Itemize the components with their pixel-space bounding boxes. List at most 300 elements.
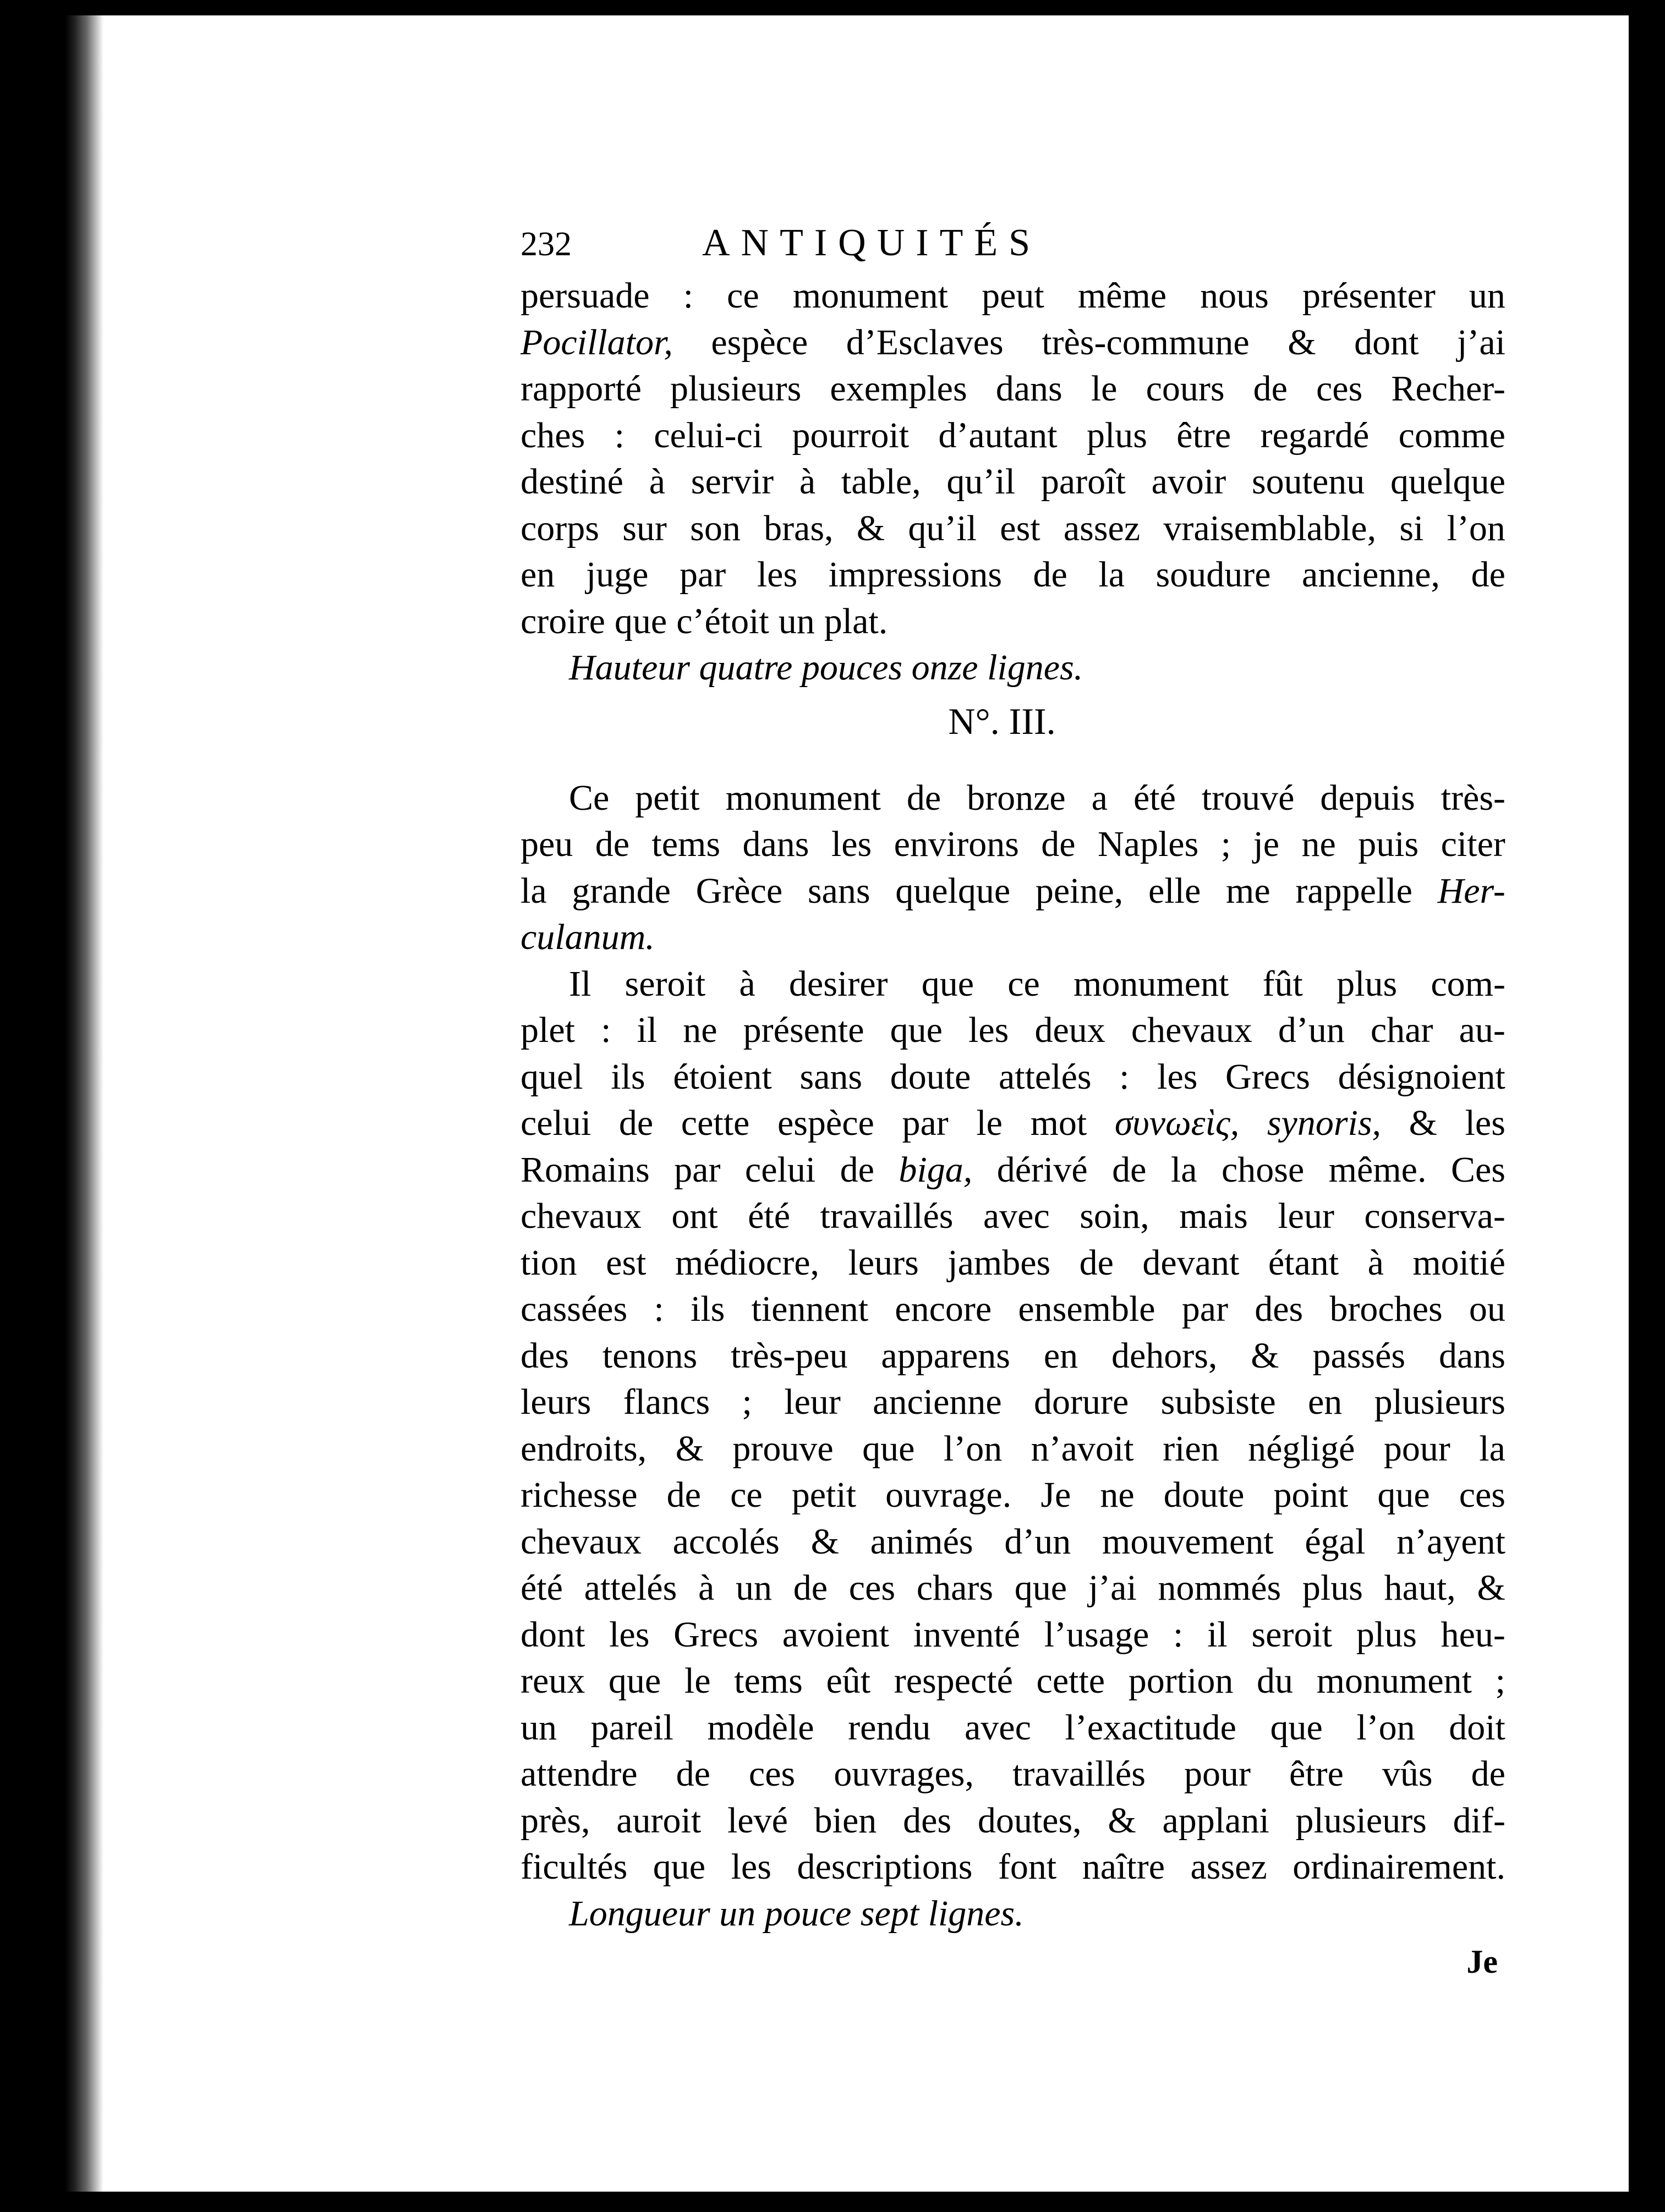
word: étoient bbox=[673, 1056, 772, 1097]
word: doit bbox=[1449, 1707, 1505, 1748]
word: de bbox=[666, 1475, 701, 1515]
word: doute bbox=[890, 1056, 971, 1097]
word: des bbox=[903, 1800, 952, 1841]
word: biga, bbox=[899, 1149, 973, 1190]
word: table, bbox=[841, 462, 921, 502]
word: par bbox=[902, 1103, 949, 1143]
word: assez bbox=[1190, 1847, 1267, 1887]
word: plus bbox=[1302, 1568, 1363, 1608]
word: présenter bbox=[1302, 276, 1436, 316]
word: : bbox=[1119, 1056, 1130, 1097]
text-line bbox=[521, 506, 1505, 552]
word: les bbox=[1465, 1103, 1505, 1143]
word: & bbox=[1108, 1800, 1136, 1841]
word: travaillés bbox=[1012, 1754, 1146, 1794]
word: ne bbox=[1100, 1475, 1135, 1515]
word: & bbox=[1477, 1568, 1505, 1608]
word: un bbox=[778, 601, 815, 641]
word: Je bbox=[1040, 1475, 1071, 1515]
section-heading: N°. III. bbox=[948, 700, 1056, 742]
word: : bbox=[1173, 1614, 1184, 1655]
word: à bbox=[799, 462, 816, 502]
word: plusieurs bbox=[1374, 1382, 1505, 1422]
text-line bbox=[521, 821, 1505, 868]
word: présente bbox=[743, 1010, 864, 1050]
word: peu bbox=[521, 824, 573, 864]
word: les bbox=[731, 1847, 771, 1887]
word: que bbox=[921, 963, 974, 1004]
word: tiennent bbox=[751, 1289, 869, 1329]
word: par bbox=[1181, 1289, 1229, 1329]
word: la bbox=[1479, 1428, 1505, 1469]
word: que bbox=[862, 1428, 915, 1469]
height-measurement: Hauteur quatre pouces onze lignes. bbox=[569, 647, 1083, 688]
word: mais bbox=[1179, 1196, 1248, 1236]
word: rien bbox=[1163, 1428, 1219, 1469]
word: petit bbox=[791, 1475, 857, 1515]
word: & bbox=[1288, 322, 1316, 363]
word: soutenu bbox=[1251, 462, 1365, 502]
word: synoris, bbox=[1267, 1103, 1382, 1143]
word: ont bbox=[671, 1196, 718, 1236]
word: bras, bbox=[764, 508, 834, 548]
word: apparens bbox=[881, 1335, 1010, 1376]
text-line bbox=[521, 459, 1505, 506]
word: persuade bbox=[521, 276, 650, 316]
length-measurement: Longueur un pouce sept lignes. bbox=[569, 1893, 1024, 1934]
word: comme bbox=[1398, 415, 1505, 455]
word: dorure bbox=[1034, 1382, 1129, 1422]
text-line bbox=[521, 1147, 1505, 1194]
word: sans bbox=[799, 1056, 863, 1097]
word: quel bbox=[521, 1056, 583, 1097]
word: même bbox=[1077, 276, 1167, 316]
word: seroit bbox=[625, 963, 706, 1004]
word: ils bbox=[690, 1289, 725, 1329]
word: la bbox=[1170, 1149, 1197, 1190]
text-line bbox=[521, 1472, 1505, 1519]
word: passés bbox=[1312, 1335, 1406, 1376]
word: à bbox=[649, 462, 666, 502]
word: trouvé bbox=[1201, 777, 1295, 818]
word: naître bbox=[1082, 1847, 1165, 1887]
word: avec bbox=[964, 1707, 1031, 1748]
text-line bbox=[521, 1705, 1505, 1752]
word: vûs bbox=[1382, 1754, 1433, 1794]
word: environs bbox=[894, 824, 1019, 864]
word: pareil bbox=[590, 1707, 673, 1748]
word: ces bbox=[748, 1754, 796, 1794]
word: de bbox=[1471, 555, 1505, 595]
word: peut bbox=[982, 276, 1044, 316]
word: ouvrages, bbox=[834, 1754, 974, 1794]
word: & bbox=[856, 508, 885, 548]
word: des bbox=[1255, 1289, 1303, 1329]
word: accolés bbox=[672, 1521, 780, 1562]
word: qu’il bbox=[946, 462, 1016, 502]
word: étant bbox=[1268, 1242, 1339, 1283]
word: applani bbox=[1162, 1800, 1269, 1841]
word: elle bbox=[1148, 870, 1201, 911]
word: avoient bbox=[782, 1614, 890, 1655]
word: citer bbox=[1441, 824, 1505, 864]
word: pour bbox=[1184, 1754, 1251, 1794]
word: monument bbox=[1316, 1661, 1472, 1701]
word: plus bbox=[1337, 963, 1398, 1004]
word: ne bbox=[683, 1010, 718, 1050]
text-line bbox=[521, 1612, 1505, 1659]
word: encore bbox=[895, 1289, 992, 1329]
paragraph-2 bbox=[521, 775, 1505, 961]
word: que bbox=[614, 601, 667, 641]
word: impressions bbox=[828, 555, 1003, 595]
word: très- bbox=[1441, 777, 1505, 818]
word: les bbox=[831, 824, 872, 864]
word: à bbox=[1367, 1242, 1384, 1283]
word: destiné bbox=[521, 462, 623, 502]
word: Grecs bbox=[673, 1614, 759, 1655]
word: tems bbox=[651, 824, 721, 864]
word: il bbox=[637, 1010, 658, 1050]
word: ou bbox=[1469, 1289, 1505, 1329]
word: celui bbox=[744, 1149, 816, 1190]
word: ficultés bbox=[521, 1847, 628, 1887]
text-line bbox=[521, 1007, 1505, 1054]
word: été bbox=[521, 1568, 563, 1608]
word: rappelle bbox=[1295, 870, 1412, 911]
text-line bbox=[521, 1658, 1505, 1705]
page-number: 232 bbox=[521, 226, 572, 263]
text-line bbox=[521, 320, 1505, 366]
word: jambes bbox=[947, 1242, 1051, 1283]
word: Recher- bbox=[1391, 369, 1505, 409]
word: avec bbox=[983, 1196, 1050, 1236]
word: leurs bbox=[848, 1242, 919, 1283]
word: à bbox=[698, 1568, 715, 1608]
word: de bbox=[1112, 1149, 1147, 1190]
word: de bbox=[1041, 824, 1076, 864]
word: de bbox=[840, 1149, 874, 1190]
word: assez bbox=[1063, 508, 1141, 548]
word: plus bbox=[1086, 415, 1147, 455]
word: l’usage bbox=[1044, 1614, 1149, 1655]
word: son bbox=[690, 508, 741, 548]
word: pourroit bbox=[792, 415, 910, 455]
text-line bbox=[521, 552, 1505, 599]
word: avoir bbox=[1151, 462, 1226, 502]
word: dans bbox=[1438, 1335, 1505, 1376]
word: des bbox=[521, 1335, 569, 1376]
text-line bbox=[521, 775, 1505, 822]
word: plat. bbox=[824, 601, 888, 641]
word: Grecs bbox=[1225, 1056, 1310, 1097]
text-line bbox=[521, 914, 1505, 961]
text-block bbox=[521, 220, 1505, 1986]
word: a bbox=[1091, 777, 1108, 818]
running-title: ANTIQUITÉS bbox=[702, 222, 1042, 264]
word: soin, bbox=[1080, 1196, 1149, 1236]
word: les bbox=[968, 1010, 1009, 1050]
word: rapporté bbox=[521, 369, 642, 409]
text-line bbox=[521, 1519, 1505, 1566]
word: endroits, bbox=[521, 1428, 647, 1469]
word: reux bbox=[521, 1661, 585, 1701]
word: & bbox=[1409, 1103, 1437, 1143]
word: chevaux bbox=[1131, 1010, 1252, 1050]
word: que bbox=[1014, 1568, 1067, 1608]
word: : bbox=[614, 415, 625, 455]
word: ancienne bbox=[873, 1382, 1002, 1422]
word: ne bbox=[1301, 824, 1336, 864]
word: servir bbox=[691, 462, 774, 502]
word: leurs bbox=[521, 1382, 591, 1422]
word: peine, bbox=[1035, 870, 1124, 911]
word: point bbox=[1273, 1475, 1349, 1515]
word: est bbox=[1000, 508, 1040, 548]
word: juge bbox=[585, 555, 649, 595]
word: vraisemblable, bbox=[1163, 508, 1377, 548]
word: regardé bbox=[1260, 415, 1370, 455]
word: ; bbox=[1220, 824, 1231, 864]
page-binding-shadow bbox=[65, 15, 103, 2192]
word: en bbox=[521, 555, 555, 595]
text-line bbox=[521, 273, 1505, 320]
word: du bbox=[1257, 1661, 1294, 1701]
word: la bbox=[1098, 555, 1125, 595]
paragraph-3 bbox=[521, 961, 1505, 1891]
catchword: Je bbox=[1466, 1944, 1498, 1980]
word: l’on bbox=[943, 1428, 1003, 1469]
word: espèce bbox=[711, 322, 808, 363]
word: négligé bbox=[1248, 1428, 1355, 1469]
word: ; bbox=[742, 1382, 752, 1422]
word: été bbox=[748, 1196, 791, 1236]
word: espèce bbox=[777, 1103, 874, 1143]
word: haut, bbox=[1384, 1568, 1456, 1608]
word: bien bbox=[814, 1800, 877, 1841]
text-line bbox=[521, 599, 1505, 645]
word: dans bbox=[995, 369, 1062, 409]
word: Ces bbox=[1450, 1149, 1505, 1190]
word: d’Esclaves bbox=[846, 322, 1004, 363]
word: : bbox=[683, 276, 693, 316]
word: dans bbox=[742, 824, 809, 864]
word: les bbox=[609, 1614, 650, 1655]
word: sans bbox=[807, 870, 870, 911]
word: cassées bbox=[521, 1289, 628, 1329]
word: le bbox=[684, 1661, 711, 1701]
word: n’ayent bbox=[1396, 1521, 1505, 1562]
word: la bbox=[521, 870, 547, 911]
word: exemples bbox=[830, 369, 967, 409]
word: culanum. bbox=[521, 917, 655, 957]
word: n’avoit bbox=[1031, 1428, 1134, 1469]
text-line bbox=[521, 1751, 1505, 1798]
word: que bbox=[608, 1661, 661, 1701]
word: Romains bbox=[521, 1149, 650, 1190]
word: un bbox=[521, 1707, 557, 1748]
word: sur bbox=[622, 508, 667, 548]
word: monument bbox=[725, 777, 881, 818]
word: les bbox=[757, 555, 798, 595]
text-line bbox=[521, 1100, 1505, 1147]
text-line bbox=[521, 961, 1505, 1008]
word: paroît bbox=[1040, 462, 1126, 502]
word: en bbox=[1043, 1335, 1078, 1376]
word: levé bbox=[727, 1800, 788, 1841]
text-line bbox=[521, 366, 1505, 413]
word: près, bbox=[521, 1800, 590, 1841]
word: chevaux bbox=[521, 1521, 642, 1562]
word: en bbox=[1307, 1382, 1343, 1422]
word: & bbox=[810, 1521, 839, 1562]
word: dérivé bbox=[996, 1149, 1088, 1190]
text-line bbox=[521, 1379, 1505, 1426]
word: dehors, bbox=[1111, 1335, 1218, 1376]
word: ensemble bbox=[1018, 1289, 1155, 1329]
word: depuis bbox=[1320, 777, 1415, 818]
text-line bbox=[521, 1054, 1505, 1101]
word: de bbox=[906, 777, 941, 818]
word: ces bbox=[1316, 369, 1363, 409]
word: ouvrage. bbox=[885, 1475, 1012, 1515]
word: que bbox=[1270, 1707, 1323, 1748]
word: que bbox=[1377, 1475, 1430, 1515]
word: je bbox=[1253, 824, 1280, 864]
word: ils bbox=[611, 1056, 645, 1097]
text-line bbox=[521, 1193, 1505, 1240]
word: devant bbox=[1142, 1242, 1240, 1283]
book-page bbox=[65, 15, 1629, 2192]
word: par bbox=[674, 1149, 721, 1190]
word: très-commune bbox=[1042, 322, 1250, 363]
word: cette bbox=[681, 1103, 750, 1143]
word: est bbox=[606, 1242, 647, 1283]
word: ; bbox=[1495, 1661, 1505, 1701]
word: plusieurs bbox=[1295, 1800, 1427, 1841]
text-line bbox=[521, 413, 1505, 459]
word: doutes, bbox=[977, 1800, 1082, 1841]
word: me bbox=[1225, 870, 1270, 911]
word: animés bbox=[870, 1521, 973, 1562]
word: Her- bbox=[1437, 870, 1505, 911]
word: ces bbox=[848, 1568, 896, 1608]
word: attelés bbox=[584, 1568, 677, 1608]
word: respecté bbox=[894, 1661, 1013, 1701]
word: chose bbox=[1221, 1149, 1305, 1190]
word: heu- bbox=[1441, 1614, 1505, 1655]
word: celui-ci bbox=[654, 415, 763, 455]
word: font bbox=[998, 1847, 1057, 1887]
word: descriptions bbox=[797, 1847, 973, 1887]
word: attendre bbox=[521, 1754, 638, 1794]
word: le bbox=[1091, 369, 1118, 409]
word: dont bbox=[521, 1614, 585, 1655]
word: quelque bbox=[1390, 462, 1505, 502]
word: l’exactitude bbox=[1065, 1707, 1236, 1748]
word: quelque bbox=[895, 870, 1011, 911]
text-line bbox=[521, 1844, 1505, 1891]
word: Ce bbox=[569, 777, 610, 818]
word: modèle bbox=[707, 1707, 814, 1748]
word: été bbox=[1133, 777, 1176, 818]
word: travaillés bbox=[820, 1196, 954, 1236]
word: être bbox=[1176, 415, 1231, 455]
word: monument bbox=[792, 276, 949, 316]
text-line bbox=[521, 1565, 1505, 1612]
word: cours bbox=[1146, 369, 1225, 409]
word: & bbox=[1251, 1335, 1279, 1376]
word: un bbox=[736, 1568, 773, 1608]
word: de bbox=[618, 1103, 654, 1143]
word: flancs bbox=[623, 1382, 710, 1422]
word: fût bbox=[1262, 963, 1303, 1004]
word: j’ai bbox=[1088, 1568, 1137, 1608]
word: de bbox=[676, 1754, 710, 1794]
text-line bbox=[521, 868, 1505, 915]
text-line bbox=[521, 1426, 1505, 1473]
word: συνωεὶς, bbox=[1114, 1103, 1240, 1143]
word: plet bbox=[521, 1010, 575, 1050]
word: leur bbox=[784, 1382, 841, 1422]
text-line bbox=[521, 1286, 1505, 1333]
word: croire bbox=[521, 601, 605, 641]
word: pour bbox=[1383, 1428, 1450, 1469]
word: chevaux bbox=[521, 1196, 642, 1236]
word: il bbox=[1207, 1614, 1228, 1655]
word: nous bbox=[1200, 276, 1269, 316]
word: d’autant bbox=[938, 415, 1058, 455]
word: plus bbox=[1356, 1614, 1417, 1655]
word: ce bbox=[727, 276, 759, 316]
word: portion bbox=[1128, 1661, 1234, 1701]
word: c’étoit bbox=[676, 601, 769, 641]
word: petit bbox=[635, 777, 700, 818]
word: conserva- bbox=[1364, 1196, 1505, 1236]
word: : bbox=[654, 1289, 664, 1329]
word: monument bbox=[1074, 963, 1229, 1004]
text-line bbox=[521, 1333, 1505, 1380]
word: eût bbox=[826, 1661, 871, 1701]
word: qu’il bbox=[908, 508, 977, 548]
word: les bbox=[1157, 1056, 1198, 1097]
word: dont bbox=[1354, 322, 1419, 363]
word: médiocre, bbox=[675, 1242, 819, 1283]
word: tion bbox=[521, 1242, 577, 1283]
word: le bbox=[976, 1103, 1003, 1143]
word: même. bbox=[1328, 1149, 1427, 1190]
word: tenons bbox=[602, 1335, 698, 1376]
word: égal bbox=[1305, 1521, 1366, 1562]
word: l’on bbox=[1447, 508, 1505, 548]
word: Grèce bbox=[695, 870, 783, 911]
word: leur bbox=[1278, 1196, 1334, 1236]
word: auroit bbox=[616, 1800, 702, 1841]
word: ces bbox=[1459, 1475, 1505, 1515]
word: si bbox=[1399, 508, 1424, 548]
word: dif- bbox=[1453, 1800, 1505, 1841]
word: celui bbox=[521, 1103, 591, 1143]
word: : bbox=[601, 1010, 611, 1050]
word: ordinairement. bbox=[1292, 1847, 1505, 1887]
word: deux bbox=[1034, 1010, 1105, 1050]
word: doute bbox=[1163, 1475, 1245, 1515]
word: plusieurs bbox=[670, 369, 802, 409]
word: que bbox=[890, 1010, 943, 1050]
word: un bbox=[1469, 276, 1505, 316]
word: à bbox=[739, 963, 755, 1004]
word: seroit bbox=[1251, 1614, 1333, 1655]
